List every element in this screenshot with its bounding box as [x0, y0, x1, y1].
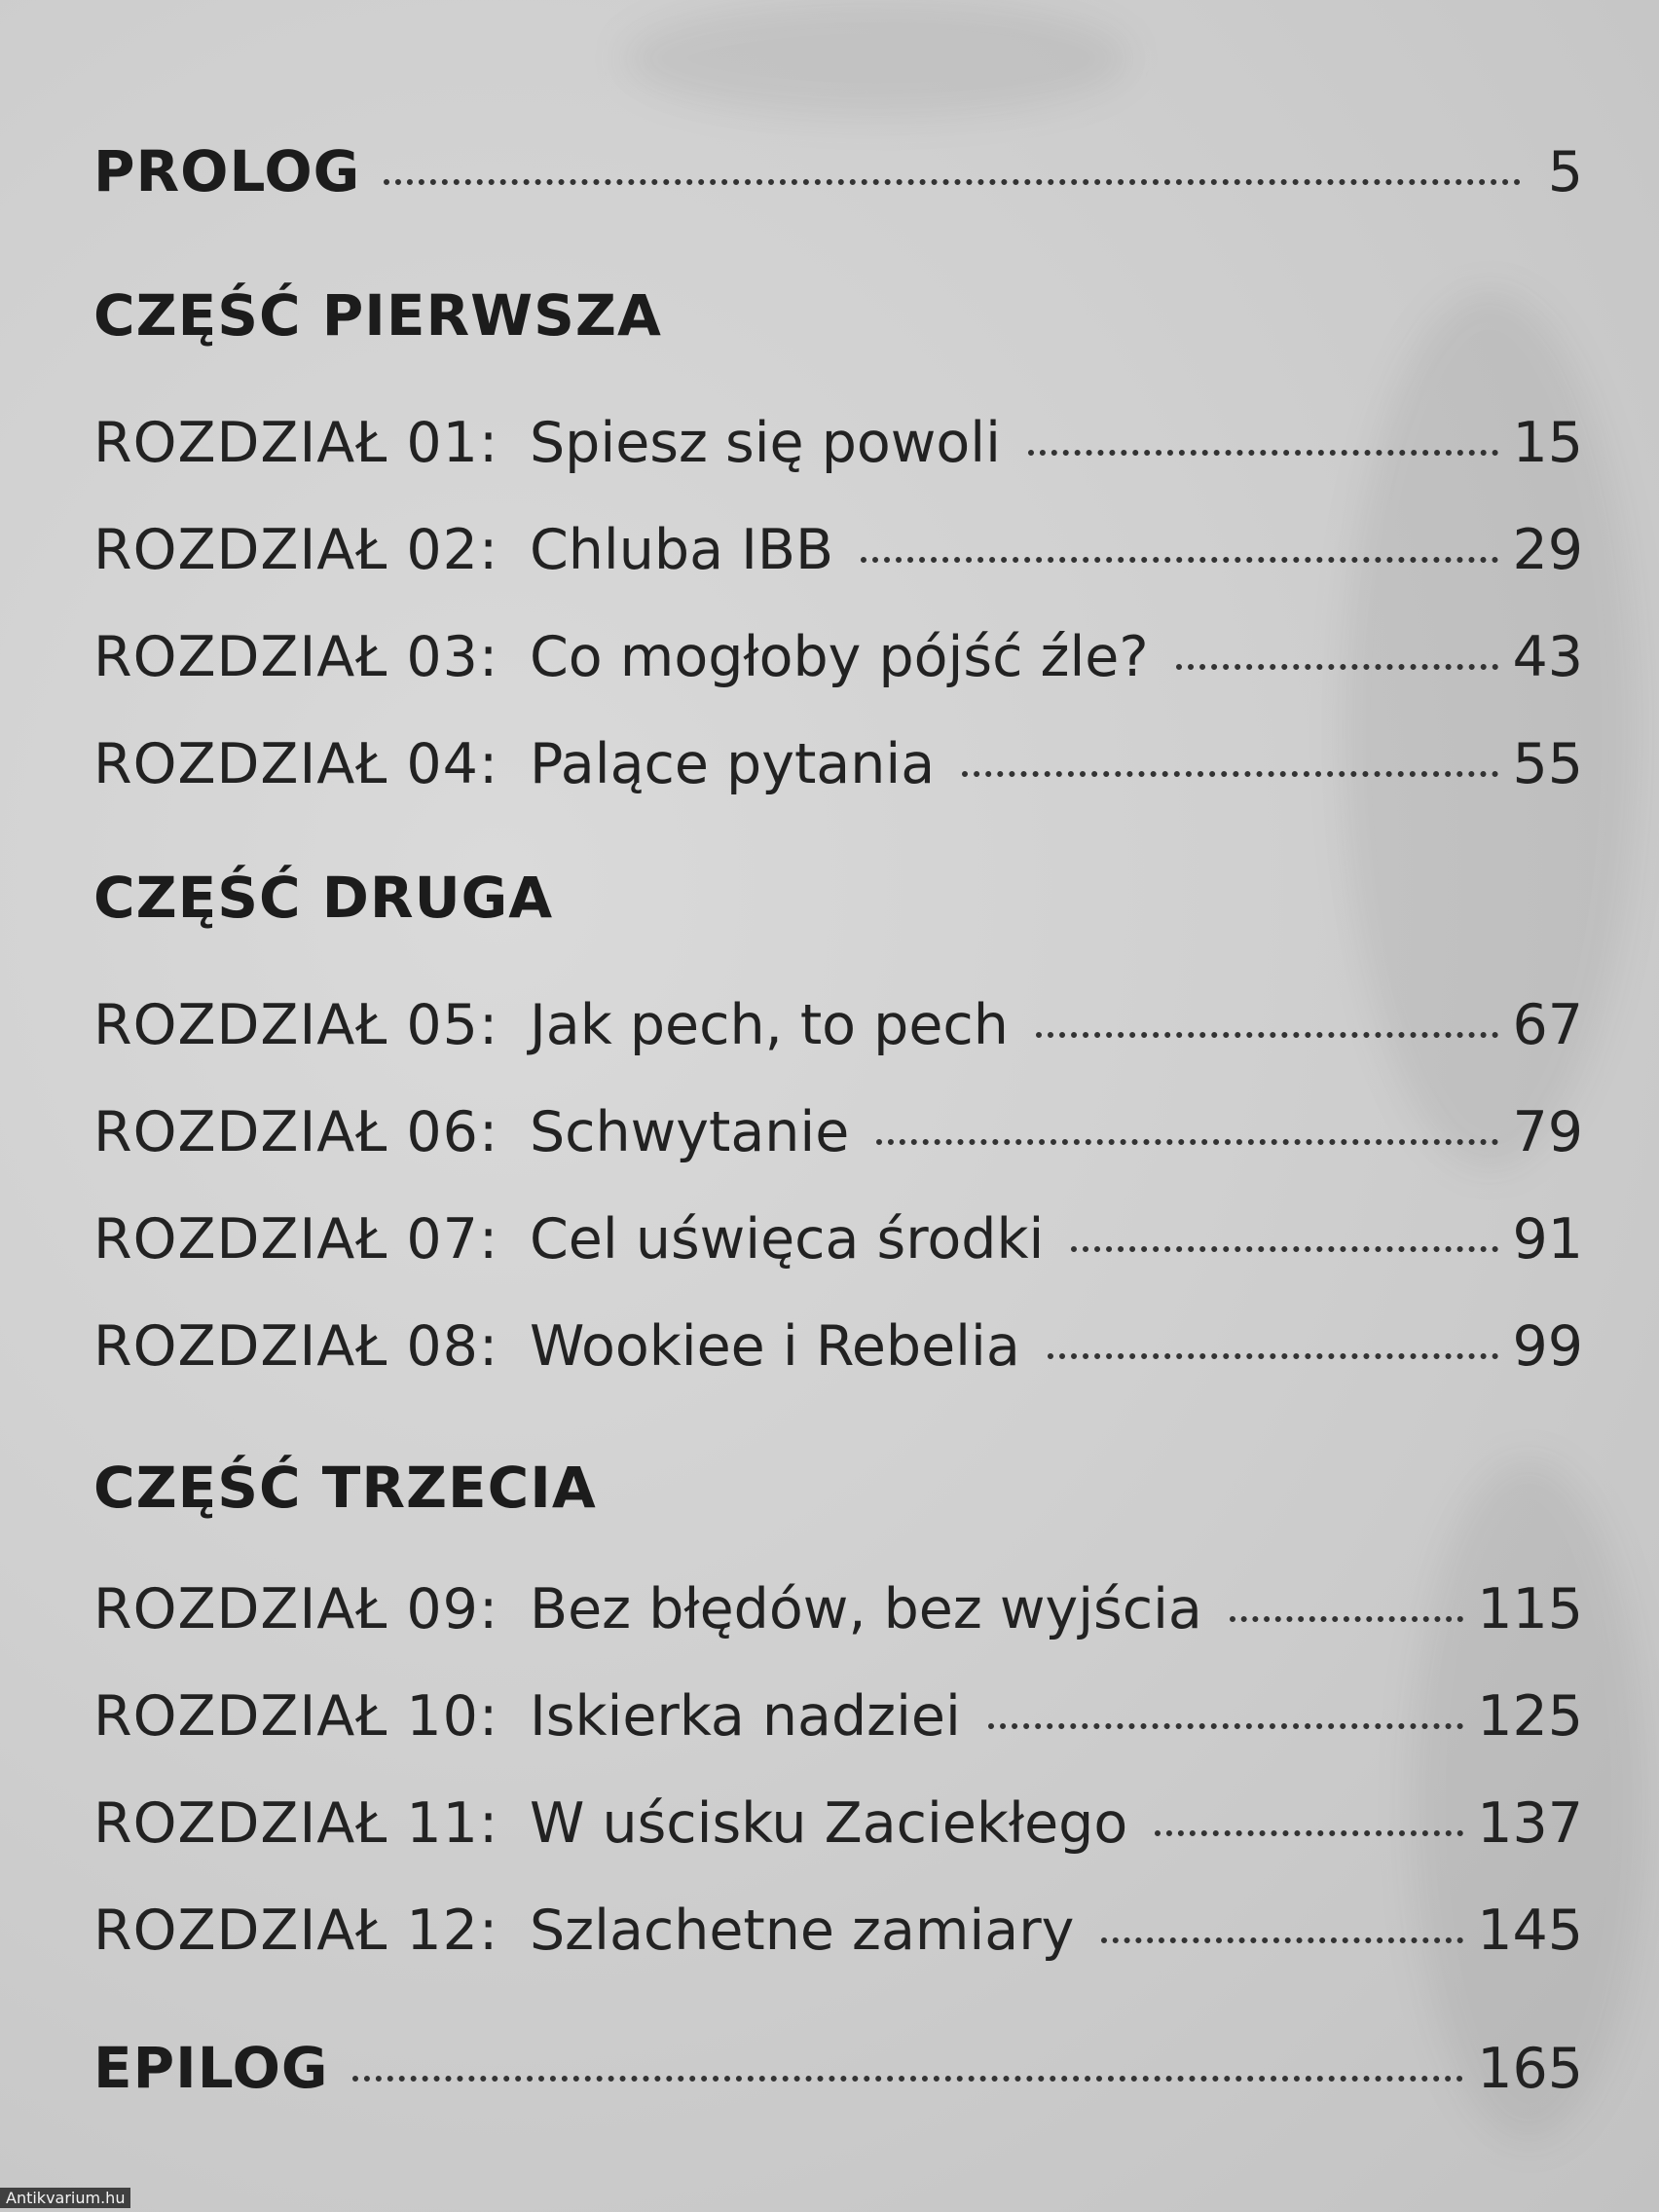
page-number: 79 [1512, 1100, 1583, 1164]
dot-leader [1028, 450, 1499, 456]
chapter-label: ROZDZIAŁ 05: [93, 993, 499, 1057]
chapter-label: ROZDZIAŁ 11: [93, 1791, 499, 1856]
dot-leader [1101, 1937, 1463, 1943]
toc-entry-chapter [93, 993, 1583, 1081]
chapter-title: Cel uświęca środki [530, 1207, 1045, 1272]
part-heading [93, 1455, 1583, 1542]
toc-entry-chapter [93, 1100, 1583, 1188]
page-number: 55 [1512, 732, 1583, 796]
chapter-title: Palące pytania [530, 732, 936, 796]
chapter-label: ROZDZIAŁ 09: [93, 1577, 499, 1641]
chapter-title: Jak pech, to pech [530, 993, 1009, 1057]
chapter-label: ROZDZIAŁ 08: [93, 1314, 499, 1379]
toc-entry-epilog [93, 2035, 1583, 2122]
toc-entry-chapter [93, 1207, 1583, 1295]
chapter-label: ROZDZIAŁ 04: [93, 732, 499, 796]
chapter-label: ROZDZIAŁ 03: [93, 625, 499, 689]
part-title: CZĘŚĆ TRZECIA [93, 1455, 597, 1521]
chapter-label: ROZDZIAŁ 06: [93, 1100, 499, 1164]
chapter-title: Schwytanie [530, 1100, 850, 1164]
chapter-label: ROZDZIAŁ 12: [93, 1899, 499, 1963]
page-number: 15 [1512, 411, 1583, 475]
chapter-label: ROZDZIAŁ 02: [93, 518, 499, 582]
page-number: 29 [1512, 518, 1583, 582]
dot-leader [384, 179, 1521, 185]
toc-entry-chapter [93, 1684, 1583, 1772]
part-heading [93, 282, 1583, 370]
dot-leader [1176, 664, 1499, 670]
chapter-title: Chluba IBB [530, 518, 834, 582]
dot-leader [876, 1139, 1498, 1145]
toc-entry-chapter [93, 732, 1583, 820]
chapter-label: ROZDZIAŁ 01: [93, 411, 499, 475]
dot-leader [962, 771, 1498, 777]
dot-leader [1155, 1830, 1463, 1836]
part-title: CZĘŚĆ DRUGA [93, 865, 554, 931]
dot-leader [352, 2076, 1464, 2082]
dot-leader [1230, 1616, 1463, 1622]
chapter-title: Szlachetne zamiary [530, 1899, 1075, 1963]
dot-leader [1036, 1032, 1499, 1038]
chapter-title: Bez błędów, bez wyjścia [530, 1577, 1202, 1641]
chapter-title: Wookiee i Rebelia [530, 1314, 1020, 1379]
part-title: CZĘŚĆ PIERWSZA [93, 282, 662, 349]
chapter-title: W uścisku Zaciekłego [530, 1791, 1128, 1856]
toc-entry-chapter [93, 1577, 1583, 1665]
page-number: 67 [1512, 993, 1583, 1057]
toc-entry-chapter [93, 625, 1583, 713]
dot-leader [988, 1723, 1463, 1729]
toc-entry-chapter [93, 1791, 1583, 1879]
dot-leader [1048, 1353, 1499, 1359]
chapter-label: ROZDZIAŁ 07: [93, 1207, 499, 1272]
toc-entry-prolog [93, 138, 1583, 226]
chapter-title: Iskierka nadziei [530, 1684, 961, 1749]
page-number: 91 [1512, 1207, 1583, 1272]
page-number: 165 [1477, 2037, 1583, 2101]
page-number: 43 [1512, 625, 1583, 689]
part-heading [93, 865, 1583, 952]
dot-leader [861, 557, 1498, 563]
page-number: 115 [1477, 1577, 1583, 1641]
dot-leader [1071, 1246, 1498, 1252]
epilog-title: EPILOG [93, 2035, 329, 2101]
page-number: 5 [1547, 140, 1583, 204]
toc-entry-chapter [93, 518, 1583, 606]
chapter-title: Co mogłoby pójść źle? [530, 625, 1149, 689]
toc-entry-chapter [93, 1899, 1583, 1986]
page-number: 99 [1512, 1314, 1583, 1379]
chapter-title: Spiesz się powoli [530, 411, 1001, 475]
page-number: 125 [1477, 1684, 1583, 1749]
watermark: Antikvarium.hu [0, 2188, 130, 2208]
page-number: 145 [1477, 1899, 1583, 1963]
toc-entry-chapter [93, 1314, 1583, 1402]
page-number: 137 [1477, 1791, 1583, 1856]
prolog-title: PROLOG [93, 138, 361, 204]
chapter-label: ROZDZIAŁ 10: [93, 1684, 499, 1749]
toc-entry-chapter [93, 411, 1583, 498]
